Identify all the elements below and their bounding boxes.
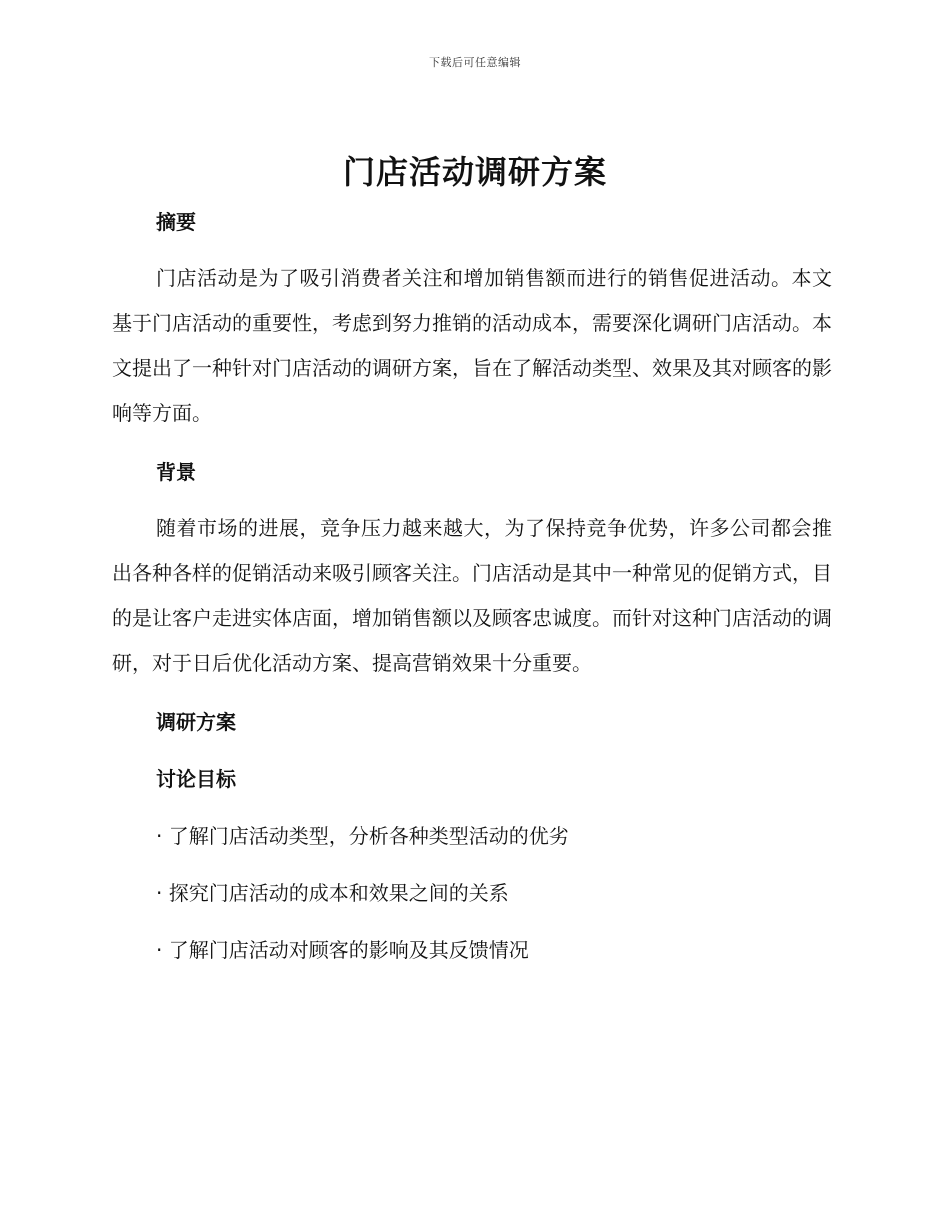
goal-item: · 了解门店活动类型，分析各种类型活动的优劣: [156, 824, 569, 848]
header-note: 下载后可任意编辑: [429, 56, 521, 69]
abstract-paragraph: 门店活动是为了吸引消费者关注和增加销售额而进行的销售促进活动。本文基于门店活动的重要性，考虑到努力推销的活动成本，需要深化调研门店活动。本文提出了一种针对门店活动的调研方案，旨在了解活动类型、效果及其对顾客的影响等方面。: [112, 266, 832, 425]
goal-item: · 了解门店活动对顾客的影响及其反馈情况: [156, 938, 529, 962]
document-body: [112, 200, 832, 972]
plan-heading: 调研方案: [156, 710, 236, 734]
goal-item: · 探究门店活动的成本和效果之间的关系: [156, 881, 509, 905]
document-title: 门店活动调研方案: [342, 153, 607, 191]
goals-heading: 讨论目标: [156, 767, 236, 791]
abstract-heading: 摘要: [156, 210, 196, 234]
background-paragraph: 随着市场的进展，竞争压力越来越大，为了保持竞争优势，许多公司都会推出各种各样的促销活动来吸引顾客关注。门店活动是其中一种常见的促销方式，目的是让客户走进实体店面，增加销售额以及顾客忠诚度。而针对这种门店活动的调研，对于日后优化活动方案、提高营销效果十分重要。: [112, 516, 832, 675]
background-heading: 背景: [156, 460, 196, 484]
